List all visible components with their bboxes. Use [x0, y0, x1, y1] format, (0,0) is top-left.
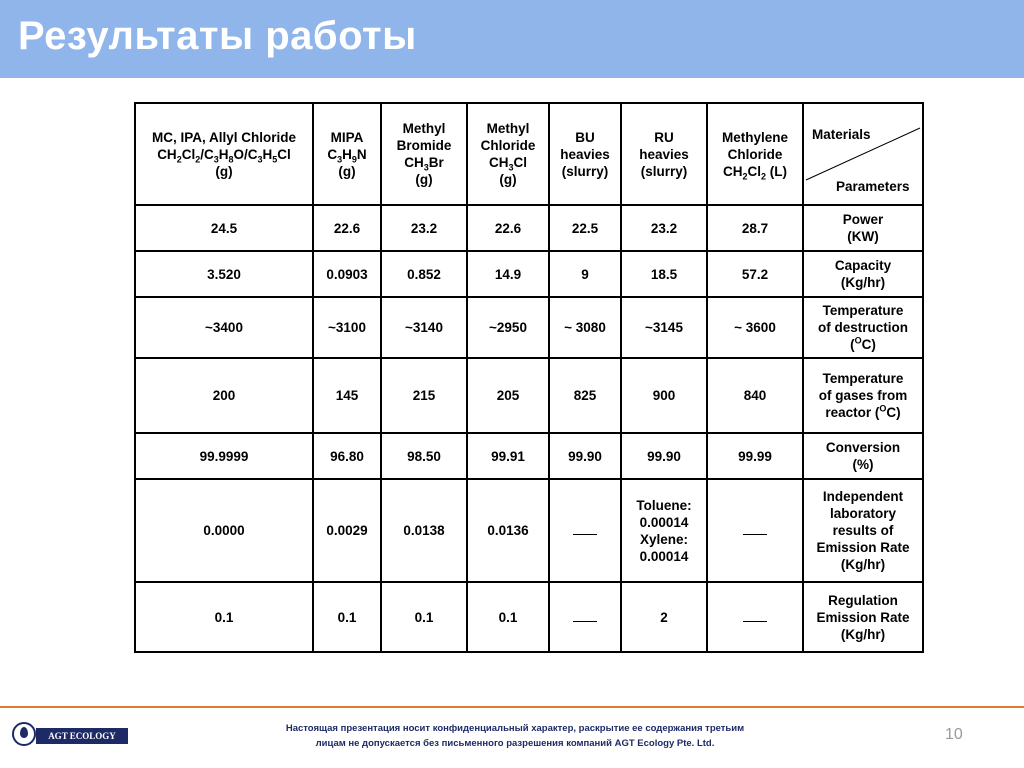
- slide-title: Результаты работы: [18, 14, 417, 58]
- cell: 0.0138: [381, 479, 467, 582]
- empty-dash: [743, 611, 767, 622]
- cell: 3.520: [135, 251, 313, 297]
- row-label-line: Conversion: [825, 440, 901, 455]
- cell: 96.80: [313, 433, 381, 479]
- cell-line: Toluene:: [636, 497, 692, 513]
- row-label-power: [803, 205, 923, 251]
- table-row-conversion: [135, 433, 923, 479]
- cell: 98.50: [381, 433, 467, 479]
- cell: ~3100: [313, 297, 381, 358]
- row-label-line: Emission Rate: [816, 540, 910, 555]
- cell: 205: [467, 358, 549, 433]
- table-row-power: [135, 205, 923, 251]
- cell: 24.5: [135, 205, 313, 251]
- header-unit: (g): [499, 172, 517, 187]
- header-label: heavies: [560, 146, 610, 162]
- cell: 145: [313, 358, 381, 433]
- header-label: BU: [575, 129, 595, 145]
- cell-empty: [707, 582, 803, 652]
- row-label-line: Regulation: [828, 592, 898, 608]
- cell: ~3145: [621, 297, 707, 358]
- cell: 0.1: [313, 582, 381, 652]
- cell-ru-emission: [621, 479, 707, 582]
- header-unit: (g): [415, 172, 433, 187]
- header-formula: $CH_2Cl_2$ (L): [722, 163, 788, 182]
- empty-dash: [573, 524, 597, 535]
- cell: 99.90: [549, 433, 621, 479]
- cell: 825: [549, 358, 621, 433]
- row-label-lab-emission: [803, 479, 923, 582]
- header-label: Methyl: [486, 121, 530, 136]
- cell: 0.0903: [313, 251, 381, 297]
- cell: ~ 3600: [707, 297, 803, 358]
- cell: 840: [707, 358, 803, 433]
- header-label: MIPA: [330, 129, 364, 145]
- header-label: Chloride: [727, 146, 783, 162]
- cell: ~3400: [135, 297, 313, 358]
- cell: 0.0029: [313, 479, 381, 582]
- cell: 23.2: [621, 205, 707, 251]
- row-label-line: results of: [832, 523, 894, 538]
- row-label-conversion: [803, 433, 923, 479]
- row-label-line: Emission Rate: [816, 609, 910, 625]
- header-label: RU: [654, 129, 674, 145]
- cell: 0.1: [135, 582, 313, 652]
- row-label-line: Temperature: [822, 371, 904, 386]
- row-label-line: ($^O$C): [850, 335, 876, 352]
- header-label: Methylene: [721, 129, 789, 145]
- header-unit: (slurry): [640, 163, 688, 179]
- header-bu-heavies: [549, 103, 621, 205]
- empty-dash: [743, 524, 767, 535]
- cell: 99.91: [467, 433, 549, 479]
- logo-drop-icon: [20, 727, 28, 738]
- header-formula: $CH_3Cl$: [488, 155, 527, 173]
- cell: 18.5: [621, 251, 707, 297]
- cell: 23.2: [381, 205, 467, 251]
- cell: 215: [381, 358, 467, 433]
- row-label-line: laboratory: [829, 506, 897, 521]
- row-label-regulation: [803, 582, 923, 652]
- row-label-line: Power: [842, 212, 884, 227]
- header-unit: (slurry): [561, 163, 609, 179]
- header-label: MC, IPA, Allyl Chloride: [151, 129, 296, 145]
- cell: 99.99: [707, 433, 803, 479]
- header-label: Bromide: [396, 138, 452, 153]
- cell: 14.9: [467, 251, 549, 297]
- row-label-line: Independent: [822, 489, 904, 504]
- row-label-temp-destruction: [803, 297, 923, 358]
- table-row-lab-emission: [135, 479, 923, 582]
- cell: 57.2: [707, 251, 803, 297]
- header-row: [135, 103, 923, 205]
- footer-divider: [0, 706, 1024, 708]
- corner-materials: Materials: [812, 127, 871, 142]
- row-label-line: Temperature: [822, 303, 904, 318]
- cell: 0.1: [381, 582, 467, 652]
- cell: 2: [621, 582, 707, 652]
- header-ru-heavies: [621, 103, 707, 205]
- results-table: [134, 102, 924, 653]
- cell-empty: [549, 582, 621, 652]
- header-mipa: [313, 103, 381, 205]
- row-label-line: (Kg/hr): [840, 275, 886, 290]
- title-bar: [0, 0, 1024, 78]
- row-label-line: (%): [852, 457, 874, 472]
- cell-line: Xylene:: [639, 531, 689, 547]
- cell-empty: [707, 479, 803, 582]
- corner-cell: [803, 103, 923, 205]
- header-methylene-chloride: [707, 103, 803, 205]
- row-label-line: of gases from: [818, 388, 908, 403]
- cell: 0.1: [467, 582, 549, 652]
- table-row-regulation: [135, 582, 923, 652]
- row-label-line: (Kg/hr): [840, 557, 886, 572]
- header-label: Methyl: [402, 121, 446, 136]
- row-label-line: (KW): [847, 229, 879, 244]
- empty-dash: [573, 611, 597, 622]
- company-logo: [10, 720, 130, 760]
- cell: 22.6: [313, 205, 381, 251]
- header-methyl-chloride: [467, 103, 549, 205]
- footer-line-2: лицам не допускается без письменного разрешения компаний AGT Ecology Pte. Ltd.: [315, 738, 715, 749]
- page-number: 10: [945, 726, 963, 743]
- cell: 28.7: [707, 205, 803, 251]
- table-row-temp-gases: [135, 358, 923, 433]
- header-mc-ipa: [135, 103, 313, 205]
- row-label-line: of destruction: [818, 320, 908, 335]
- header-label: Chloride: [480, 138, 536, 153]
- cell: 99.90: [621, 433, 707, 479]
- logo-text: AGT ECOLOGY: [36, 728, 128, 744]
- header-formula: $CH_3Br$: [404, 155, 444, 173]
- cell-line: 0.00014: [639, 548, 689, 564]
- footer-line-1: Настоящая презентация носит конфиденциальный характер, раскрытие ее содержания третьим: [285, 723, 745, 734]
- row-label-temp-gases: [803, 358, 923, 433]
- row-label-line: Capacity: [834, 258, 892, 273]
- header-methyl-bromide: [381, 103, 467, 205]
- cell: 22.6: [467, 205, 549, 251]
- table-row-capacity: [135, 251, 923, 297]
- cell: 22.5: [549, 205, 621, 251]
- cell-line: 0.00014: [639, 514, 689, 530]
- cell: 200: [135, 358, 313, 433]
- cell: ~2950: [467, 297, 549, 358]
- row-label-capacity: [803, 251, 923, 297]
- row-label-line: (Kg/hr): [840, 626, 886, 642]
- cell: 0.0136: [467, 479, 549, 582]
- header-unit: (g): [338, 163, 356, 179]
- cell: 99.9999: [135, 433, 313, 479]
- header-unit: (g): [215, 163, 233, 179]
- header-formula: $CH_2Cl_2/C_3H_8O/C_3H_5Cl$: [157, 146, 291, 165]
- confidentiality-notice: [255, 721, 775, 751]
- row-label-line: reactor ($^O$C): [825, 403, 901, 420]
- table-row-temp-destruction: [135, 297, 923, 358]
- corner-parameters: Parameters: [836, 179, 910, 194]
- header-label: heavies: [639, 146, 689, 162]
- cell: ~ 3080: [549, 297, 621, 358]
- cell: 9: [549, 251, 621, 297]
- cell-empty: [549, 479, 621, 582]
- header-formula: $C_3H_9N$: [327, 146, 367, 165]
- cell: 0.852: [381, 251, 467, 297]
- cell: 900: [621, 358, 707, 433]
- cell: 0.0000: [135, 479, 313, 582]
- cell: ~3140: [381, 297, 467, 358]
